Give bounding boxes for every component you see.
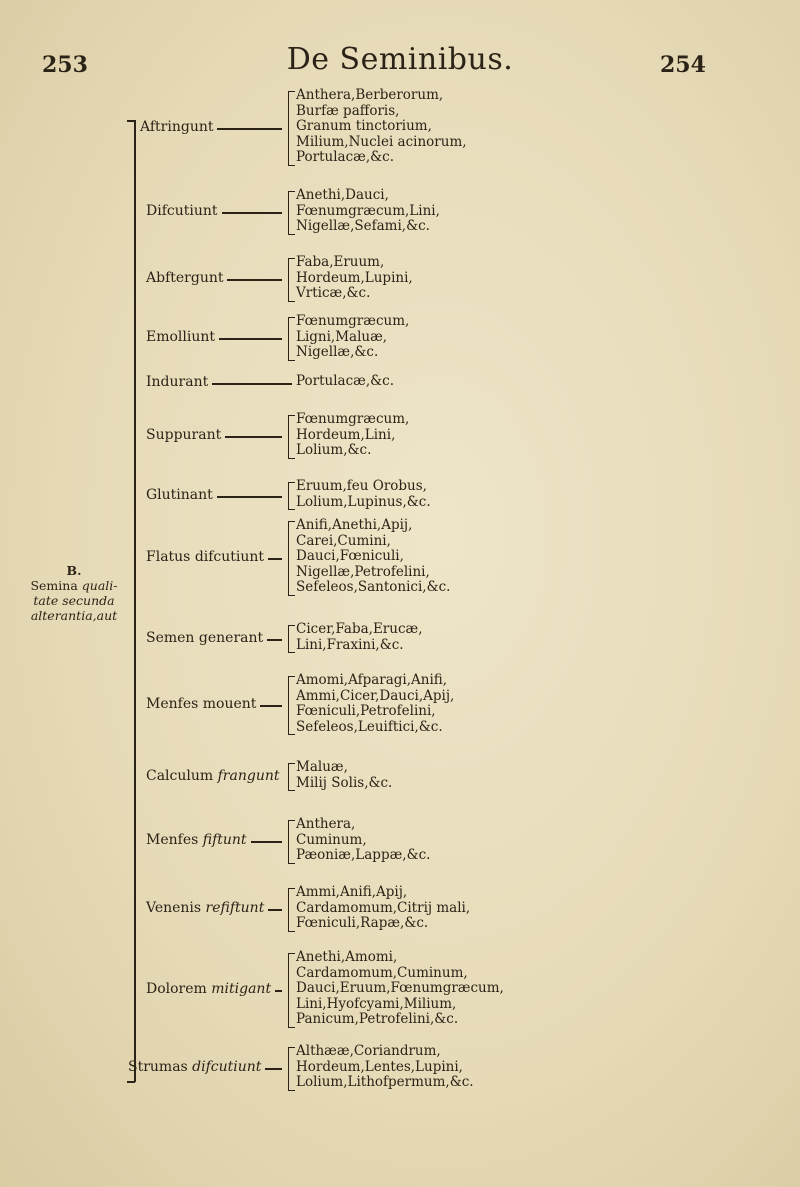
entry-connector — [219, 338, 282, 340]
entry-item: Fœniculi,Rapæ,&c. — [296, 915, 429, 931]
entry-brace-bottom — [288, 234, 295, 235]
entry-item: Anethi,Amomi, — [296, 949, 398, 965]
entry-verb-text: Abftergunt — [146, 270, 224, 287]
main-brace-line — [134, 120, 136, 1082]
side-note-line1: Semina quali- — [30, 578, 118, 593]
entry-connector — [225, 436, 282, 438]
entry-brace-top — [288, 482, 295, 483]
entry-item: Fœnumgræcum, — [296, 313, 410, 329]
entry-brace-top — [288, 258, 295, 259]
entry-verb-text: Strumas — [128, 1059, 188, 1076]
main-brace-top — [127, 120, 135, 122]
entry-verb — [146, 374, 208, 390]
entry-brace — [288, 676, 289, 734]
entry-verb-italic: frangunt — [213, 767, 280, 784]
entry-brace — [288, 1047, 289, 1090]
entry-items — [296, 374, 394, 390]
entry-brace — [288, 763, 289, 790]
entry-verb-text: Menfes mouent — [146, 696, 257, 712]
entry-brace-bottom — [288, 1090, 295, 1091]
entry-verb-italic: fiftunt — [198, 832, 247, 849]
entry-items — [296, 885, 470, 932]
entry-verb — [140, 119, 213, 135]
entry-item: Ligni,Maluæ, — [296, 328, 388, 345]
entry-item: Fœnumgræcum, — [296, 411, 410, 427]
entry-items — [296, 760, 392, 791]
entry-brace-top — [288, 625, 295, 626]
entry-item: Burfæ pafforis, — [296, 102, 400, 119]
entry-connector — [260, 705, 282, 707]
entry-verb-text: Venenis — [146, 900, 202, 917]
entry-item: Fœniculi,Petrofelini, — [296, 703, 436, 719]
entry-item: Lini,Fraxini,&c. — [296, 636, 404, 653]
entry-connector — [268, 909, 282, 911]
entry-item: Sefeleos,Santonici,&c. — [296, 579, 451, 595]
entry-verb — [146, 487, 213, 503]
entry-item: Lolium,Lupinus,&c. — [296, 493, 431, 510]
entry-brace-bottom — [288, 165, 295, 166]
entry-brace-top — [288, 820, 295, 821]
entry-brace-bottom — [288, 652, 295, 653]
entry-items — [296, 188, 440, 235]
entry-brace-bottom — [288, 931, 295, 932]
entry-brace-bottom — [288, 734, 295, 735]
right-page-number: 254 — [660, 52, 706, 78]
entry-item: Nigellæ,&c. — [296, 344, 379, 360]
entry-item: Lolium,Lithofpermum,&c. — [296, 1074, 474, 1090]
side-note — [28, 563, 120, 623]
entry-item: Milij Solis,&c. — [296, 774, 393, 791]
entry-item: Ammi,Anifi,Apij, — [296, 884, 408, 900]
entry-brace-top — [288, 888, 295, 889]
entry-verb-text: Menfes — [146, 832, 199, 849]
entry-item: Cardamomum,Cuminum, — [296, 964, 468, 981]
entry-item: Eruum,feu Orobus, — [296, 478, 427, 494]
entry-verb — [146, 630, 263, 646]
entry-connector — [217, 128, 282, 130]
entry-item: Maluæ, — [296, 759, 348, 775]
entry-verb — [146, 832, 247, 848]
entry-brace — [288, 888, 289, 931]
entry-brace-bottom — [288, 458, 295, 459]
entry-item: Pæoniæ,Lappæ,&c. — [296, 847, 431, 863]
entry-brace — [288, 521, 289, 595]
entry-verb — [146, 427, 221, 443]
entry-verb — [146, 329, 215, 345]
entry-connector — [251, 841, 282, 843]
entry-item: Dauci,Eruum,Fœnumgræcum, — [296, 980, 504, 996]
entry-item: Hordeum,Lini, — [296, 426, 396, 443]
entry-verb — [146, 549, 264, 565]
entry-items — [296, 479, 431, 510]
entry-item: Carei,Cumini, — [296, 532, 391, 549]
entry-item: Sefeleos,Leuiftici,&c. — [296, 718, 443, 735]
entry-item: Nigellæ,Petrofelini, — [296, 563, 430, 580]
entry-item: Granum tinctorium, — [296, 118, 432, 134]
entry-connector — [267, 639, 282, 641]
entry-brace-top — [288, 953, 295, 954]
side-note-line2: tate secunda — [33, 593, 115, 608]
entry-verb — [146, 270, 223, 286]
entry-brace-top — [288, 521, 295, 522]
entry-brace — [288, 258, 289, 301]
entry-items — [296, 950, 504, 1028]
entry-brace-top — [288, 415, 295, 416]
entry-item: Althææ,Coriandrum, — [296, 1043, 441, 1059]
entry-item: Cicer,Faba,Erucæ, — [296, 621, 423, 637]
entry-verb — [128, 1059, 261, 1075]
entry-connector — [275, 990, 282, 992]
entry-items — [296, 255, 413, 302]
page-title: De Seminibus. — [286, 42, 514, 77]
entry-connector — [227, 279, 282, 281]
entry-brace — [288, 625, 289, 652]
entry-verb-italic: refiftunt — [201, 900, 265, 917]
entry-items — [296, 412, 409, 459]
entry-item: Fœnumgræcum,Lini, — [296, 202, 440, 219]
entry-item: Lini,Hyofcyami,Milium, — [296, 995, 457, 1012]
entry-item: Cuminum, — [296, 831, 367, 848]
side-note-letter: B. — [66, 563, 82, 578]
entry-brace-bottom — [288, 509, 295, 510]
entry-connector — [212, 383, 292, 385]
side-note-line3: alterantia,aut — [30, 608, 118, 623]
entry-verb-text: Calculum — [146, 767, 214, 784]
entry-brace-bottom — [288, 863, 295, 864]
entry-brace — [288, 953, 289, 1027]
entry-brace-top — [288, 1047, 295, 1048]
left-page-number: 253 — [42, 52, 88, 78]
entry-brace-top — [288, 191, 295, 192]
entry-items — [296, 518, 450, 596]
entry-verb — [146, 981, 271, 997]
entry-verb-italic: difcutiunt — [187, 1059, 262, 1076]
entry-verb — [146, 203, 218, 219]
entry-verb — [146, 768, 279, 784]
entry-connector — [268, 558, 282, 560]
entry-item: Faba,Eruum, — [296, 254, 385, 270]
entry-brace-bottom — [288, 790, 295, 791]
entry-verb-text: Glutinant — [146, 486, 213, 503]
entry-items — [296, 673, 454, 735]
entry-connector — [265, 1068, 282, 1070]
entry-verb — [146, 900, 264, 916]
entry-verb-text: Dolorem — [146, 980, 207, 997]
entry-items — [296, 314, 409, 361]
entry-brace-bottom — [288, 595, 295, 596]
entry-brace — [288, 191, 289, 234]
entry-item: Ammi,Cicer,Dauci,Apij, — [296, 687, 455, 704]
entry-item: Portulacæ,&c. — [296, 373, 395, 389]
entry-verb-italic: mitigant — [206, 980, 272, 997]
entry-brace — [288, 482, 289, 509]
entry-item: Nigellæ,Sefami,&c. — [296, 218, 430, 234]
entry-item: Portulacæ,&c. — [296, 149, 395, 165]
entry-brace-bottom — [288, 360, 295, 361]
entry-brace — [288, 91, 289, 165]
entry-items — [296, 622, 422, 653]
main-brace-bottom — [127, 1081, 135, 1083]
entry-verb-text: Flatus difcutiunt — [146, 548, 265, 565]
entry-item: Anthera, — [296, 816, 356, 832]
entry-items — [296, 1044, 474, 1091]
entry-items — [296, 88, 467, 166]
entry-item: Amomi,Afparagi,Anifi, — [296, 672, 448, 688]
entry-verb-text: Aftringunt — [140, 118, 214, 135]
entry-item: Anethi,Dauci, — [296, 187, 389, 203]
entry-items — [296, 817, 430, 864]
entry-verb-text: Emolliunt — [146, 329, 216, 346]
entry-brace — [288, 415, 289, 458]
entry-item: Anthera,Berberorum, — [296, 87, 444, 103]
entry-brace-top — [288, 91, 295, 92]
entry-verb-text: Semen generant — [146, 629, 264, 646]
entry-item: Milium,Nuclei acinorum, — [296, 133, 467, 150]
entry-item: Hordeum,Lentes,Lupini, — [296, 1058, 463, 1075]
entry-brace — [288, 317, 289, 360]
entry-verb-text: Difcutiunt — [146, 203, 218, 220]
entry-item: Cardamomum,Citrij mali, — [296, 899, 471, 916]
entry-item: Lolium,&c. — [296, 442, 372, 458]
entry-brace-top — [288, 676, 295, 677]
entry-brace-bottom — [288, 301, 295, 302]
entry-item: Dauci,Fœniculi, — [296, 548, 404, 564]
entry-brace-top — [288, 763, 295, 764]
entry-verb-text: Suppurant — [146, 427, 222, 444]
entry-connector — [217, 496, 282, 498]
entry-verb — [146, 696, 256, 712]
entry-verb-text: Indurant — [146, 373, 209, 390]
entry-brace — [288, 820, 289, 863]
entry-item: Anifi,Anethi,Apij, — [296, 517, 413, 533]
entry-brace-bottom — [288, 1027, 295, 1028]
entry-item: Vrticæ,&c. — [296, 285, 371, 301]
entry-connector — [222, 212, 282, 214]
entry-brace-top — [288, 317, 295, 318]
entry-item: Panicum,Petrofelini,&c. — [296, 1011, 459, 1027]
entry-item: Hordeum,Lupini, — [296, 269, 413, 286]
